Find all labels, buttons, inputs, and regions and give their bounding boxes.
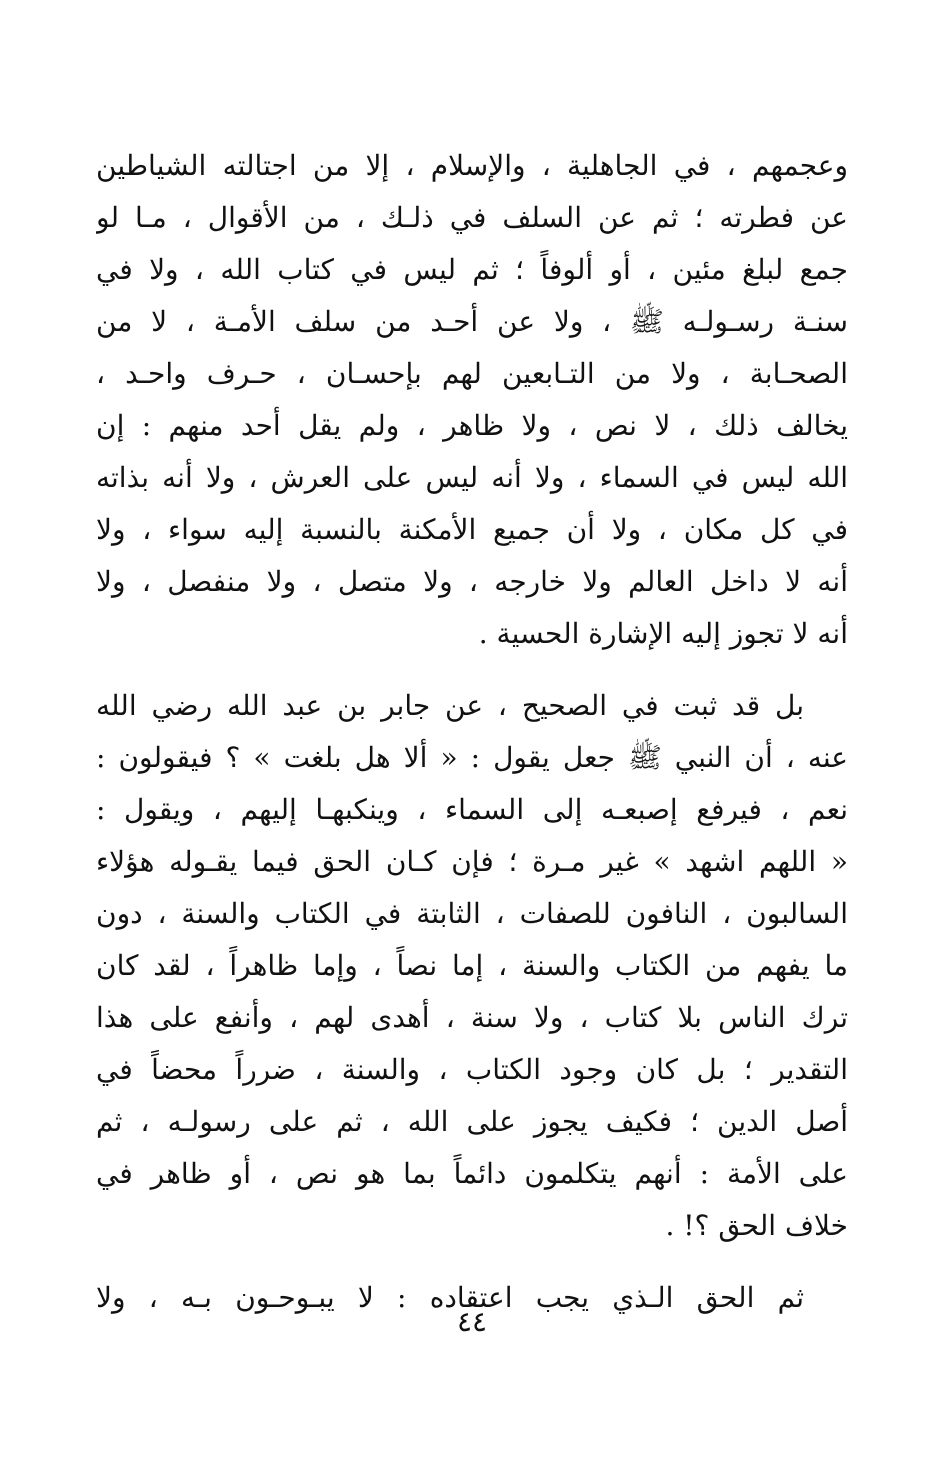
text-line: أنه لا داخل العالم ولا خارجه ، ولا متصل ، ولا منفصل ، ولا [96,565,848,598]
text-line: الله ليس في السماء ، ولا أنه ليس على العرش ، ولا أنه بذاته [96,461,848,494]
text-line: بل قد ثبت في الصحيح ، عن جابر بن عبد الله رضي الله [96,689,804,722]
page-body [96,140,848,1324]
text-line: يخالف ذلك ، لا نص ، ولا ظاهر ، ولم يقل أحد منهم : إن [96,409,848,442]
text-line: الصحـابة ، ولا من التـابعين لهم بإحسـان ، حـرف واحـد ، [96,357,848,390]
paragraph-gap [96,1252,848,1272]
text-line: وعجمهم ، في الجاهلية ، والإسلام ، إلا من اجتالته الشياطين [96,149,848,182]
text-line: جمع لبلغ مئين ، أو ألوفاً ؛ ثم ليس في كتاب الله ، ولا في [96,253,848,286]
text-line: عنه ، أن النبي ﷺ جعل يقول : « ألا هل بلغت » ؟ فيقولون : [96,741,848,774]
page-number: ٤٤ [456,1305,488,1338]
text-line: على الأمة : أنهم يتكلمون دائماً بما هو نص ، أو ظاهر في [96,1157,848,1190]
paragraph-1 [96,140,848,660]
text-line: ثم الحق الـذي يجب اعتقاده : لا يبـوحـون بـه ، ولا [96,1281,804,1314]
text-line: عن فطرته ؛ ثم عن السلف في ذلـك ، من الأقوال ، مـا لو [96,201,848,234]
paragraph-gap [96,660,848,680]
text-line: « اللهم اشهد » غير مـرة ؛ فإن كـان الحق فيما يقـوله هؤلاء [96,845,848,878]
text-line: في كل مكان ، ولا أن جميع الأمكنة بالنسبة إليه سواء ، ولا [96,513,848,546]
paragraph-2 [96,680,848,1252]
text-line: أصل الدين ؛ فكيف يجوز على الله ، ثم على رسولـه ، ثم [96,1105,848,1138]
text-line: التقدير ؛ بل كان وجود الكتاب ، والسنة ، ضرراً محضاً في [96,1053,848,1086]
text-line: أنه لا تجوز إليه الإشارة الحسية . [478,617,848,650]
text-line: سنـة رسـولـه ﷺ ، ولا عن أحـد من سلف الأمـة ، لا من [96,305,848,338]
text-line: نعم ، فيرفع إصبعـه إلى السماء ، وينكبهـا إليهم ، ويقول : [96,793,848,826]
text-line: السالبون ، النافون للصفات ، الثابتة في الكتاب والسنة ، دون [96,897,848,930]
text-line: ما يفهم من الكتاب والسنة ، إما نصاً ، وإما ظاهراً ، لقد كان [96,949,848,982]
text-line: خلاف الحق ؟! . [665,1209,848,1242]
text-line: ترك الناس بلا كتاب ، ولا سنة ، أهدى لهم ، وأنفع على هذا [96,1001,848,1034]
